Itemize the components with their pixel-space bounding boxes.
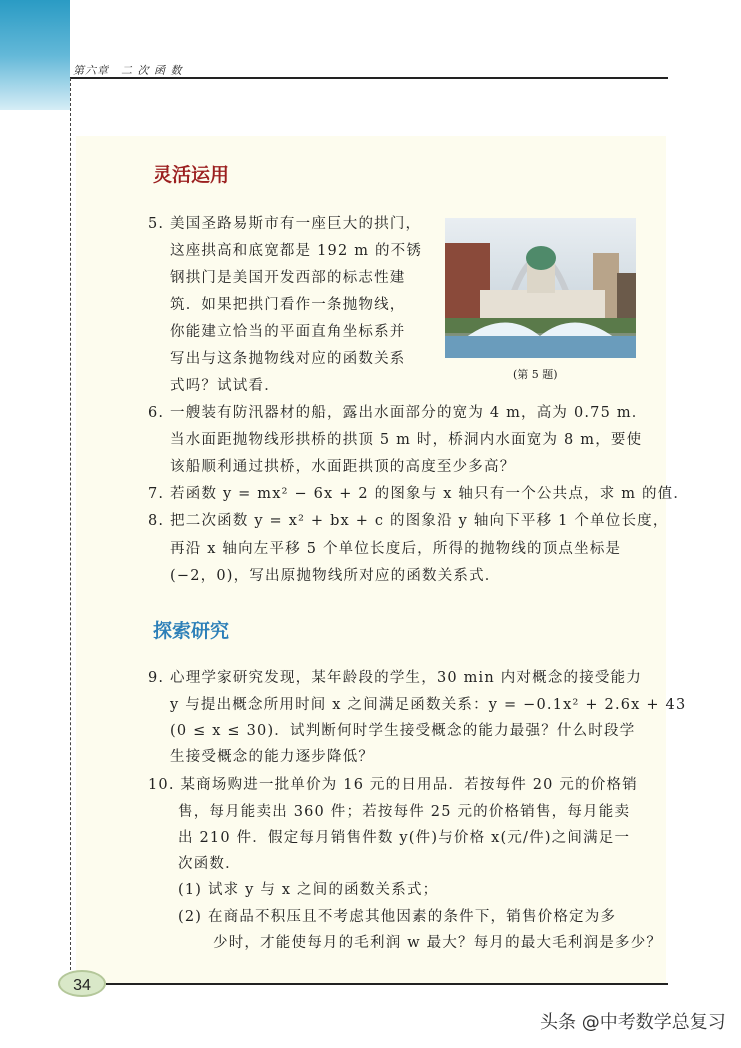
problem-9-line: (0 ≤ x ≤ 30)．试判断何时学生接受概念的能力最强？什么时段学 bbox=[170, 723, 636, 739]
section-title-explore-research: 探索研究 bbox=[153, 620, 230, 642]
figure-caption: (第 5 题) bbox=[513, 368, 558, 381]
problem-5-line: 钢拱门是美国开发西部的标志性建 bbox=[170, 270, 406, 286]
problem-10-line: 售，每月能卖出 360 件；若按每件 25 元的价格销售，每月能卖 bbox=[178, 804, 631, 820]
problem-5-line: 写出与这条抛物线对应的函数关系 bbox=[170, 351, 406, 367]
problem-9-line: y 与提出概念所用时间 x 之间满足函数关系：y = −0.1x² + 2.6x + 43 bbox=[170, 697, 687, 713]
chapter-header: 第六章 二 次 函 数 bbox=[73, 64, 183, 77]
problem-5-line: 筑．如果把拱门看作一条抛物线， bbox=[170, 297, 406, 313]
problem-10-subquestion: 少时，才能使每月的毛利润 w 最大？每月的最大毛利润是多少？ bbox=[213, 935, 663, 951]
footer-rule bbox=[106, 983, 668, 985]
problem-8-line: 8. 把二次函数 y = x² + bx + c 的图象沿 y 轴向下平移 1 个单位长度， bbox=[148, 513, 669, 529]
problem-5-line: 式吗？试试看． bbox=[170, 378, 280, 394]
problem-6-line: 该船顺利通过拱桥，水面距拱顶的高度至少多高？ bbox=[170, 459, 516, 475]
watermark: 头条 @中考数学总复习 bbox=[540, 1012, 726, 1033]
problem-7-line: 7. 若函数 y = mx² − 6x + 2 的图象与 x 轴只有一个公共点，求 m 的值． bbox=[148, 486, 690, 502]
problem-10-subquestion: (2) 在商品不积压且不考虑其他因素的条件下，销售价格定为多 bbox=[178, 909, 617, 925]
page-number: 34 bbox=[58, 970, 106, 997]
problem-10-line: 次函数． bbox=[178, 856, 241, 872]
problem-5-line: 5. 美国圣路易斯市有一座巨大的拱门， bbox=[148, 216, 422, 232]
corner-decoration bbox=[0, 0, 70, 110]
problem-5-line: 你能建立恰当的平面直角坐标系并 bbox=[170, 324, 406, 340]
problem-6-line: 当水面距抛物线形拱桥的拱顶 5 m 时，桥洞内水面宽为 8 m，要使 bbox=[170, 432, 643, 448]
problem-8-line: 再沿 x 轴向左平移 5 个单位长度后，所得的抛物线的顶点坐标是 bbox=[170, 541, 622, 557]
problem-10-line: 出 210 件．假定每月销售件数 y(件)与价格 x(元/件)之间满足一 bbox=[178, 830, 631, 846]
problem-10-line: 10. 某商场购进一批单价为 16 元的日用品．若按每件 20 元的价格销 bbox=[148, 777, 638, 793]
margin-dashed-line bbox=[70, 78, 71, 970]
problem-10-subquestion: (1) 试求 y 与 x 之间的函数关系式； bbox=[178, 882, 439, 898]
problem-6-line: 6. 一艘装有防汛器材的船，露出水面部分的宽为 4 m，高为 0.75 m． bbox=[148, 405, 648, 421]
section-title-flexible-use: 灵活运用 bbox=[153, 164, 230, 186]
header-rule bbox=[70, 77, 668, 79]
problem-8-line: (−2，0)，写出原抛物线所对应的函数关系式． bbox=[170, 568, 501, 584]
problem-9-line: 9. 心理学家研究发现，某年龄段的学生，30 min 内对概念的接受能力 bbox=[148, 670, 643, 686]
gateway-arch-photo bbox=[445, 218, 636, 358]
problem-9-line: 生接受概念的能力逐步降低？ bbox=[170, 749, 375, 765]
problem-5-line: 这座拱高和底宽都是 192 m 的不锈 bbox=[170, 243, 423, 259]
